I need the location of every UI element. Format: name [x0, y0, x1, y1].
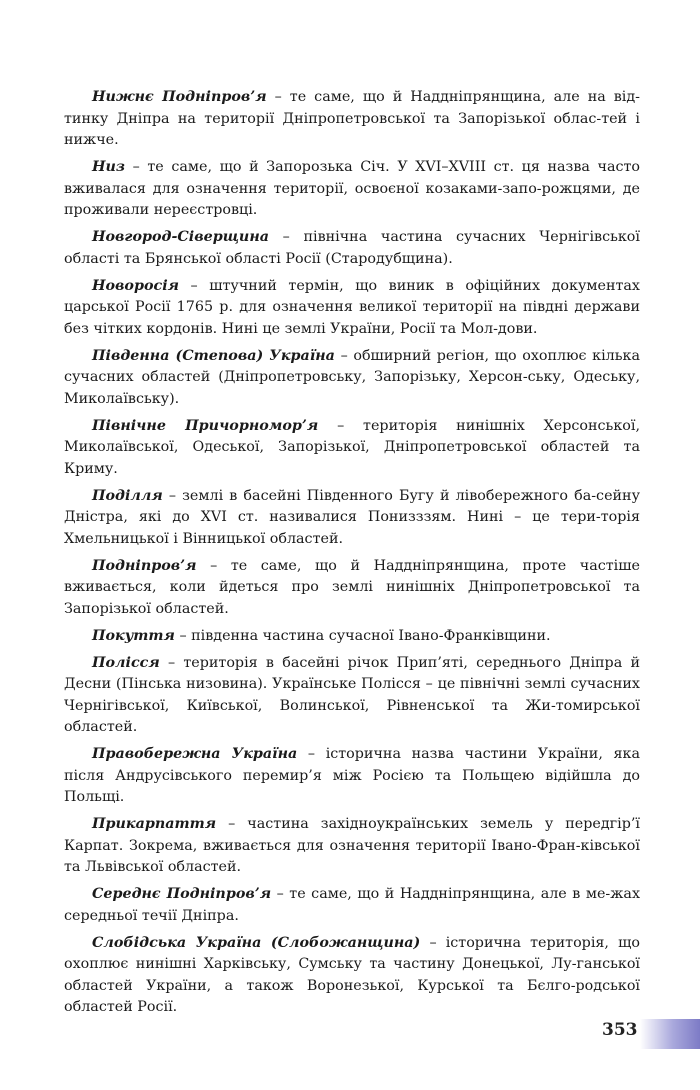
glossary-definition: – обширний регіон, що охоплює кілька сучасних областей (Дніпропетровську, Запорізьку, Херсон-ську, Одеську, Миколаївську).	[64, 347, 640, 407]
glossary-term: Полісся	[92, 654, 160, 671]
glossary-definition: – територія в басейні річок Прип’яті, середнього Дніпра й Десни (Пінська низовина). Українське Полісся – це північні землі сучасних Чернігівської, Київської, Волинської, Рівненської та Жи-томирської областей.	[64, 654, 640, 735]
glossary-text	[64, 87, 640, 1024]
glossary-entry	[64, 416, 640, 481]
page-number: 353	[602, 1020, 638, 1040]
glossary-entry	[64, 87, 640, 152]
glossary-definition: – історична територія, що охоплює нинішні Харківську, Сумську та частину Донецької, Лу-ганської областей України, а також Воронезької, Курської та Бєлго-родської областей Росії.	[64, 934, 640, 1015]
glossary-term: Низ	[92, 159, 126, 175]
glossary-definition: – північна частина сучасних Чернігівської області та Брянської області Росії (Стародубщина).	[64, 229, 640, 267]
glossary-entry	[64, 744, 640, 809]
glossary-definition: – частина західноукраїнських земель у передгір’ї Карпат. Зокрема, вживається для означення території Івано-Фран-ківської та Львівської областей.	[64, 816, 640, 875]
glossary-definition: – те саме, що й Наддніпрянщина, проте частіше вживається, коли йдеться про землі нинішніх Дніпропетровської та Запорізької областей.	[64, 557, 640, 617]
glossary-entry	[64, 276, 640, 341]
glossary-term: Нижнє Подніпров’я	[92, 89, 267, 105]
glossary-definition: – те саме, що й Запорозька Січ. У XVI–XVIII ст. ця назва часто вживалася для означення території, освоєної козаками-запо-рожцями, де проживали нереєстровці.	[64, 159, 640, 218]
glossary-term: Південна (Степова) Україна	[92, 347, 335, 364]
glossary-term: Новгород-Сіверщина	[92, 229, 270, 245]
glossary-entry	[64, 346, 640, 411]
glossary-term: Покуття	[92, 627, 175, 644]
glossary-entry	[64, 814, 640, 879]
glossary-term: Північне Причорномор’я	[92, 417, 319, 434]
glossary-definition: – територія нинішніх Херсонської, Миколаївської, Одеської, Запорізької, Дніпропетровської областей та Криму.	[64, 417, 640, 477]
glossary-definition: – штучний термін, що виник в офіційних документах царської Росії 1765 р. для означення великої території на півдні держави без чітких кордонів. Нині це землі України, Росії та Мол-дови.	[64, 277, 640, 337]
glossary-definition: – південна частина сучасної Івано-Франківщини.	[174, 627, 551, 644]
glossary-definition: – землі в басейні Південного Бугу й лівобережного ба-сейну Дністра, які до XVI ст. називалися Понизззям. Нині – це тери-торія Хмельницької і Вінницької областей.	[64, 487, 640, 547]
glossary-term: Слобідська Україна (Слобожанщина)	[92, 934, 421, 951]
glossary-entry	[64, 486, 640, 551]
glossary-term: Подніпров’я	[92, 557, 197, 574]
glossary-definition: – те саме, що й Наддніпрянщина, але на від-тинку Дніпра на території Дніпропетровської та Запорізької облас-тей і нижче.	[64, 89, 641, 148]
glossary-entry	[64, 157, 640, 222]
glossary-entry	[64, 933, 640, 1019]
glossary-term: Новоросія	[92, 277, 180, 294]
glossary-term: Правобережна Україна	[92, 746, 298, 762]
glossary-entry	[64, 556, 640, 621]
glossary-entry	[64, 653, 640, 739]
glossary-term: Поділля	[92, 487, 163, 504]
glossary-term: Прикарпаття	[92, 816, 217, 832]
glossary-definition: – історична назва частини України, яка після Андрусівського перемир’я між Росією та Польщею відійшла до Польщі.	[64, 746, 640, 805]
glossary-definition: – те саме, що й Наддніпрянщина, але в ме-жах середньої течії Дніпра.	[64, 886, 641, 924]
glossary-entry	[64, 626, 640, 648]
glossary-entry	[64, 227, 640, 270]
glossary-entry	[64, 884, 640, 927]
glossary-term: Середнє Подніпров’я	[92, 886, 272, 902]
page-edge-tab	[640, 1019, 700, 1049]
